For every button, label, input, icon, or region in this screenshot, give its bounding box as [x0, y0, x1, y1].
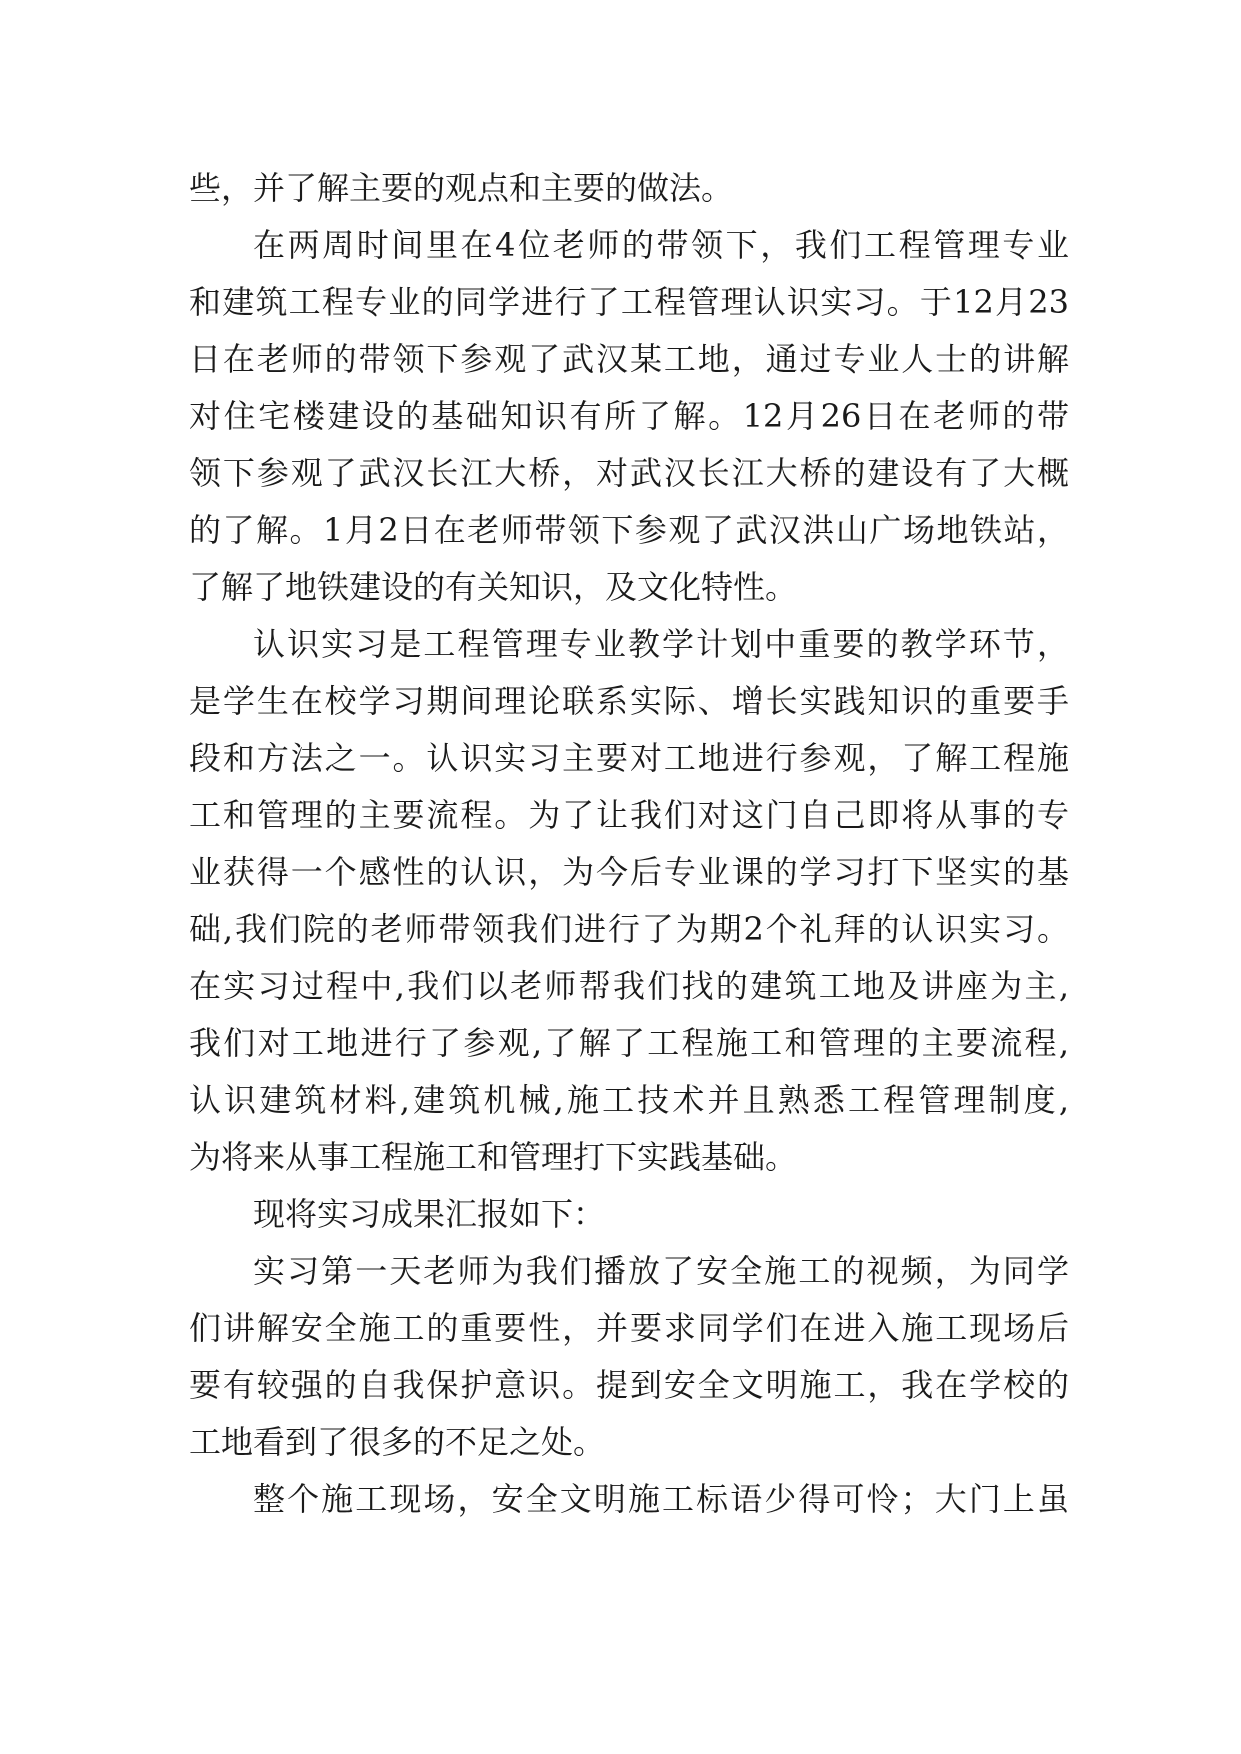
text-line: 础,我们院的老师带领我们进行了为期2个礼拜的认识实习。: [189, 910, 1069, 948]
text-line: 为将来从事工程施工和管理打下实践基础。: [189, 1138, 798, 1176]
text-line: 对住宅楼建设的基础知识有所了解。12月26日在老师的带: [189, 397, 1069, 435]
text-line: 了解了地铁建设的有关知识，及文化特性。: [189, 568, 798, 606]
text-line: 领下参观了武汉长江大桥，对武汉长江大桥的建设有了大概: [189, 454, 1069, 492]
text-line: 我们对工地进行了参观,了解了工程施工和管理的主要流程,: [189, 1024, 1069, 1062]
text-line: 工地看到了很多的不足之处。: [189, 1423, 606, 1461]
text-line: 些，并了解主要的观点和主要的做法。: [189, 169, 734, 207]
text-line: 和建筑工程专业的同学进行了工程管理认识实习。于12月23: [189, 283, 1069, 321]
text-line: 工和管理的主要流程。为了让我们对这门自己即将从事的专: [189, 796, 1069, 834]
body-text: [189, 160, 1069, 1528]
text-line: 业获得一个感性的认识，为今后专业课的学习打下坚实的基: [189, 853, 1069, 891]
text-line: 实习第一天老师为我们播放了安全施工的视频，为同学: [253, 1252, 1069, 1290]
text-line: 在两周时间里在4位老师的带领下，我们工程管理专业: [253, 226, 1069, 264]
text-line: 要有较强的自我保护意识。提到安全文明施工，我在学校的: [189, 1366, 1069, 1404]
text-line: 是学生在校学习期间理论联系实际、增长实践知识的重要手: [189, 682, 1069, 720]
text-line: 认识建筑材料,建筑机械,施工技术并且熟悉工程管理制度,: [189, 1081, 1069, 1119]
text-line: 段和方法之一。认识实习主要对工地进行参观，了解工程施: [189, 739, 1069, 777]
text-line: 们讲解安全施工的重要性，并要求同学们在进入施工现场后: [189, 1309, 1069, 1347]
text-line: 整个施工现场，安全文明施工标语少得可怜；大门上虽: [253, 1480, 1069, 1518]
text-line: 的了解。1月2日在老师带领下参观了武汉洪山广场地铁站，: [189, 511, 1069, 549]
text-line: 认识实习是工程管理专业教学计划中重要的教学环节，: [253, 625, 1069, 663]
text-line: 日在老师的带领下参观了武汉某工地，通过专业人士的讲解: [189, 340, 1069, 378]
text-line: 现将实习成果汇报如下：: [253, 1195, 606, 1233]
text-line: 在实习过程中,我们以老师帮我们找的建筑工地及讲座为主,: [189, 967, 1069, 1005]
